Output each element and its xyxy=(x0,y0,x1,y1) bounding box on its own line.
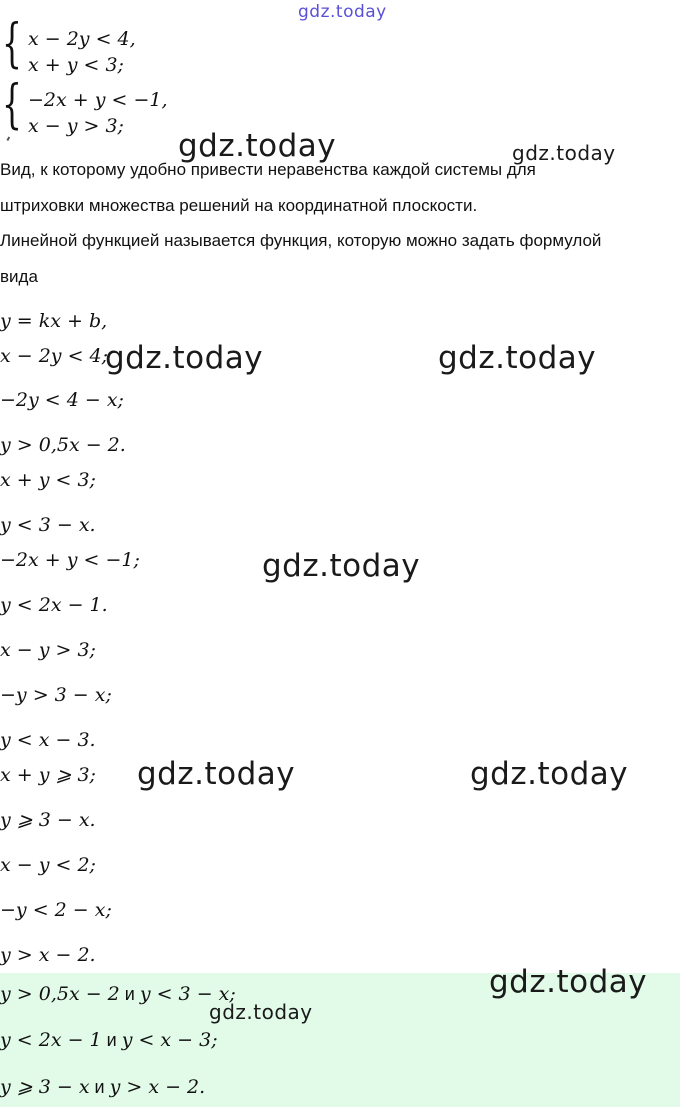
watermark: gdz.today xyxy=(178,128,337,164)
brace-icon: { xyxy=(2,75,22,135)
step-line: x + y ⩾ 3; xyxy=(0,764,96,786)
step-line: y = kx + b, xyxy=(0,310,108,332)
system-1-line-1: x − 2y < 4, xyxy=(28,28,136,50)
answer-part: y ⩾ 3 − x xyxy=(0,1076,90,1098)
answer-part: y > 0,5x − 2 xyxy=(0,983,120,1005)
watermark: gdz.today xyxy=(209,1000,313,1024)
step-line: y < 2x − 1. xyxy=(0,594,108,616)
watermark: gdz.today xyxy=(137,756,296,792)
step-line: x − y < 2; xyxy=(0,854,96,876)
watermark-top: gdz.today xyxy=(298,2,387,22)
step-line: −y > 3 − x; xyxy=(0,684,112,706)
step-line: x − 2y < 4; xyxy=(0,345,109,367)
step-line: y > x − 2. xyxy=(0,944,96,966)
answer-part: y < x − 3; xyxy=(121,1029,218,1051)
watermark: gdz.today xyxy=(105,340,264,376)
answer-conjunction: и xyxy=(89,1077,110,1097)
paragraph-2: штриховки множества решений на координатной плоскости. xyxy=(0,196,478,215)
answer-part: y < 3 − x; xyxy=(139,983,236,1005)
answer-line-2 xyxy=(0,1029,218,1051)
system-1-line-2: x + y < 3; xyxy=(28,54,124,76)
system-2-line-2: x − y > 3; xyxy=(28,115,124,137)
step-line: y < 3 − x. xyxy=(0,514,96,536)
paragraph-1: Вид, к которому удобно привести неравенства каждой системы для xyxy=(0,160,536,179)
watermark: gdz.today xyxy=(262,548,421,584)
answer-part: y > x − 2. xyxy=(109,1076,206,1098)
answer-line-1 xyxy=(0,983,236,1005)
watermark: gdz.today xyxy=(489,964,648,1000)
answer-conjunction: и xyxy=(119,984,140,1004)
step-line: −2x + y < −1; xyxy=(0,549,140,571)
answer-conjunction: и xyxy=(101,1030,122,1050)
step-line: y > 0,5x − 2. xyxy=(0,434,126,456)
step-line: x − y > 3; xyxy=(0,639,96,661)
step-line: y < x − 3. xyxy=(0,729,96,751)
system-2-line-1: −2x + y < −1, xyxy=(28,89,168,111)
paragraph-4: вида xyxy=(0,267,38,286)
brace-icon: { xyxy=(2,14,22,74)
paragraph-3: Линейной функцией называется функция, которую можно задать формулой xyxy=(0,231,602,250)
system-1 xyxy=(0,14,220,84)
watermark: gdz.today xyxy=(438,340,597,376)
answer-part: y < 2x − 1 xyxy=(0,1029,102,1051)
step-line: x + y < 3; xyxy=(0,469,96,491)
step-line: −2y < 4 − x; xyxy=(0,389,124,411)
watermark: gdz.today xyxy=(470,756,629,792)
answer-line-3 xyxy=(0,1076,205,1098)
step-line: y ⩾ 3 − x. xyxy=(0,809,96,831)
watermark: gdz.today xyxy=(512,141,616,165)
step-line: −y < 2 − x; xyxy=(0,899,112,921)
